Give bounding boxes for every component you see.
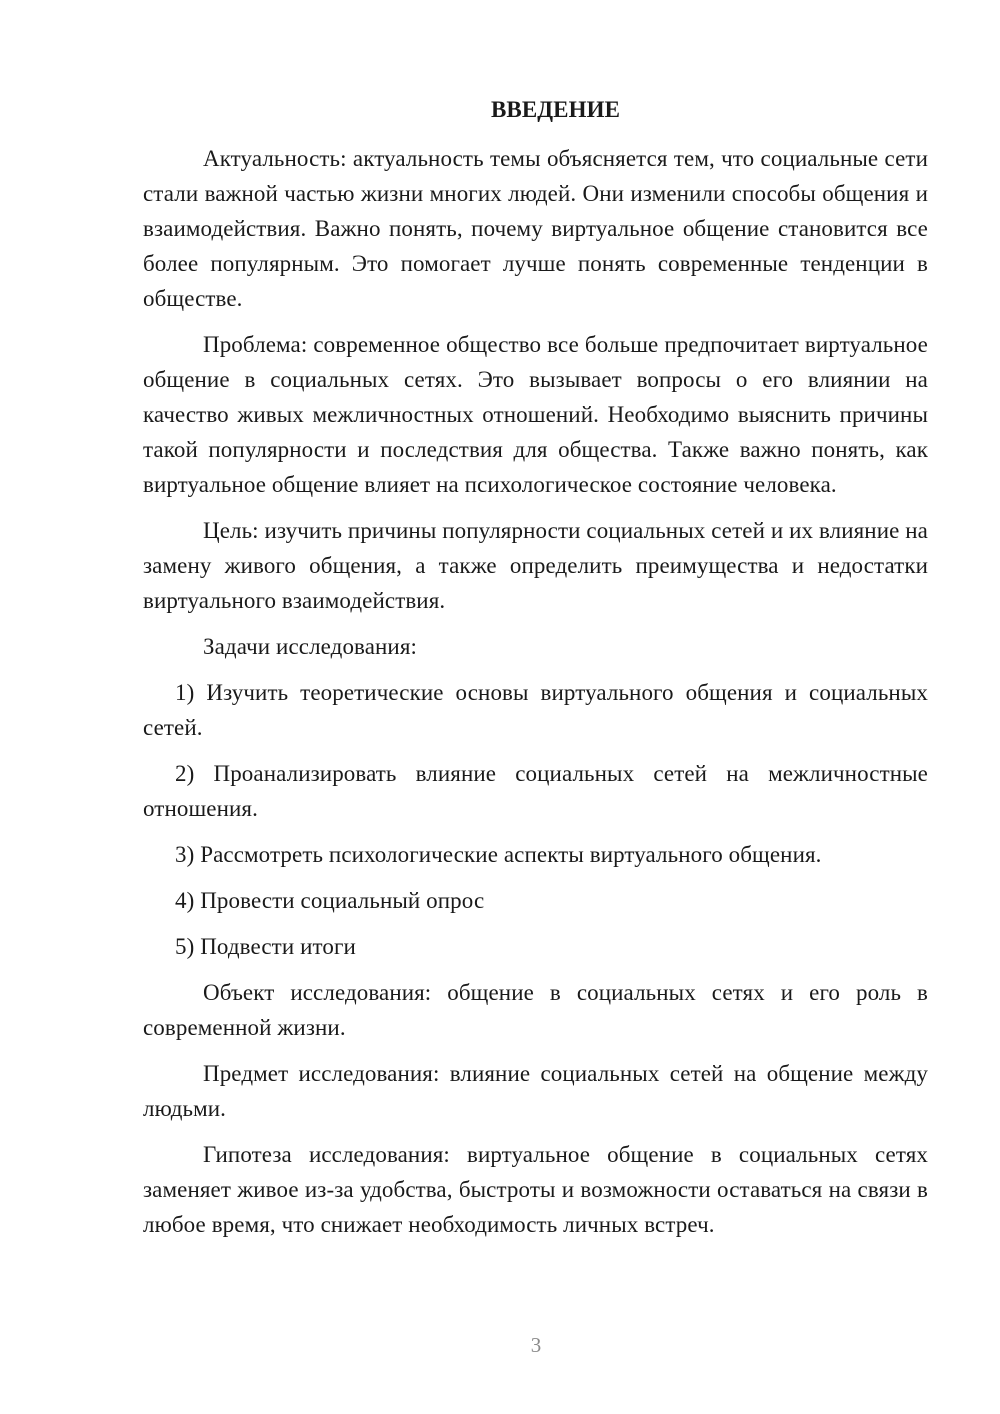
- page-title: ВВЕДЕНИЕ: [490, 97, 621, 122]
- hypothesis-paragraph: Гипотеза исследования: виртуальное общение в социальных сетях заменяет живое из-за удобства, быстроты и возможности оставаться на связи в любое время, что снижает необходимость личных встреч.: [143, 1142, 928, 1237]
- task-item-1: 1) Изучить теоретические основы виртуального общения и социальных сетей.: [143, 680, 928, 740]
- task-item-3: 3) Рассмотреть психологические аспекты виртуального общения.: [175, 842, 822, 867]
- page-number: 3: [530, 1333, 542, 1357]
- task-item-2: 2) Проанализировать влияние социальных сетей на межличностные отношения.: [143, 761, 928, 821]
- goal-paragraph: Цель: изучить причины популярности социальных сетей и их влияние на замену живого общения, а также определить преимущества и недостатки виртуального взаимодействия.: [143, 518, 928, 613]
- relevance-paragraph: Актуальность: актуальность темы объясняется тем, что социальные сети стали важной частью жизни многих людей. Они изменили способы общения и взаимодействия. Важно понять, почему виртуальное общение становится все более популярным. Это помогает лучше понять современные тенденции в обществе.: [143, 146, 928, 311]
- task-item-5: 5) Подвести итоги: [175, 934, 356, 959]
- page-content: [143, 92, 928, 1253]
- problem-paragraph: Проблема: современное общество все больше предпочитает виртуальное общение в социальных сетях. Это вызывает вопросы о его влиянии на качество живых межличностных отношений. Необходимо выяснить причины такой популярности и последствия для общества. Также важно понять, как виртуальное общение влияет на психологическое состояние человека.: [143, 332, 928, 497]
- task-item-4: 4) Провести социальный опрос: [175, 888, 485, 913]
- tasks-heading: Задачи исследования:: [203, 634, 418, 659]
- subject-paragraph: Предмет исследования: влияние социальных сетей на общение между людьми.: [143, 1061, 928, 1121]
- object-paragraph: Объект исследования: общение в социальных сетях и его роль в современной жизни.: [143, 980, 928, 1040]
